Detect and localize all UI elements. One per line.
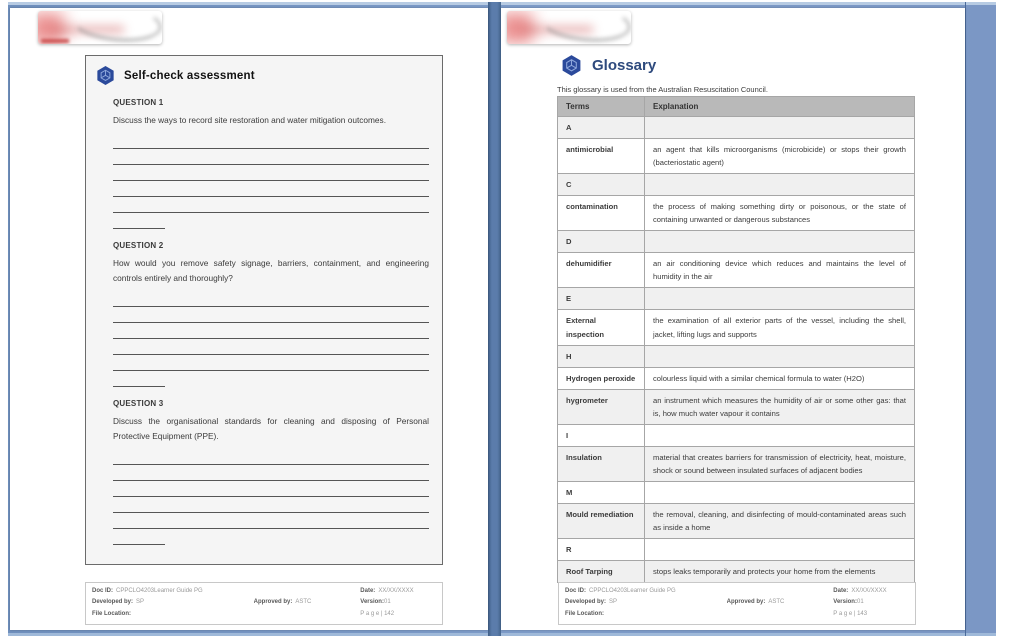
explanation-cell	[645, 481, 915, 503]
glossary-row	[558, 231, 915, 253]
explanation-cell: an instrument which measures the humidity of air or some other gas: that is, how much water vapour it contains	[645, 389, 915, 424]
term-cell: antimicrobial	[558, 139, 645, 174]
term-cell: hygrometer	[558, 389, 645, 424]
term-cell: Roof Tarping	[558, 561, 645, 583]
term-cell: Mould remediation	[558, 503, 645, 538]
answer-line	[113, 355, 429, 371]
term-cell: D	[558, 231, 645, 253]
footer-page-number: P a g e | 143	[833, 610, 868, 617]
footer-doc-id: Doc ID: CPPCLO4203Learner Guide PG	[92, 587, 203, 594]
question-heading: QUESTION 1	[113, 98, 164, 107]
hexagon-cube-icon	[95, 65, 116, 86]
glossary-row	[558, 288, 915, 310]
question-heading: QUESTION 3	[113, 399, 164, 408]
question-text: Discuss the organisational standards for cleaning and disposing of Personal Protective Equipment (PPE).	[113, 416, 429, 441]
explanation-cell: the process of making something dirty or poisonous, or the state of containing unwanted or dangerous substances	[645, 196, 915, 231]
question-block	[113, 241, 429, 387]
glossary-row	[558, 561, 915, 583]
glossary-row	[558, 345, 915, 367]
answer-lines	[113, 291, 429, 371]
glossary-row	[558, 503, 915, 538]
answer-line	[113, 497, 429, 513]
glossary-title: Glossary	[592, 57, 657, 74]
glossary-row	[558, 139, 915, 174]
footer-approved-by: Approved by: ASTC	[253, 599, 312, 606]
logo-rto-text-blur	[41, 39, 69, 43]
explanation-cell	[645, 231, 915, 253]
glossary-row	[558, 117, 915, 139]
explanation-cell	[645, 117, 915, 139]
term-cell: External inspection	[558, 310, 645, 345]
explanation-cell	[645, 288, 915, 310]
page-footer	[558, 582, 916, 625]
answer-line	[113, 291, 429, 307]
term-cell: Insulation	[558, 446, 645, 481]
answer-line	[113, 165, 429, 181]
page-gutter	[488, 2, 501, 636]
glossary-row	[558, 367, 915, 389]
footer-file-location: File Location:	[92, 610, 131, 617]
glossary-table	[557, 96, 915, 583]
question-heading: QUESTION 2	[113, 241, 164, 250]
term-cell: C	[558, 174, 645, 196]
footer-date: Date: XX/XX/XXXX	[833, 587, 887, 594]
term-cell: Hydrogen peroxide	[558, 367, 645, 389]
answer-line-short	[113, 371, 165, 387]
answer-lines	[113, 449, 429, 529]
questions-container	[113, 98, 429, 545]
footer-developed-by: Developed by: SP	[92, 599, 145, 606]
glossary-header-row	[558, 97, 915, 117]
footer-version: Version:01	[833, 599, 864, 606]
term-cell: contamination	[558, 196, 645, 231]
term-cell: E	[558, 288, 645, 310]
hexagon-cube-icon	[560, 54, 583, 77]
explanation-cell	[645, 539, 915, 561]
term-cell: dehumidifier	[558, 253, 645, 288]
glossary-row	[558, 253, 915, 288]
term-cell: R	[558, 539, 645, 561]
term-cell: H	[558, 345, 645, 367]
page-left	[10, 8, 488, 630]
footer-file-location: File Location:	[565, 610, 604, 617]
question-block	[113, 98, 429, 229]
answer-line	[113, 339, 429, 355]
footer-page-number: P a g e | 142	[360, 610, 395, 617]
explanation-cell: the examination of all exterior parts of the vessel, including the shell, jacket, lifting lugs and supports	[645, 310, 915, 345]
glossary-row	[558, 196, 915, 231]
answer-line	[113, 481, 429, 497]
footer-version: Version:01	[360, 599, 391, 606]
answer-line	[113, 513, 429, 529]
answer-line	[113, 181, 429, 197]
glossary-row	[558, 174, 915, 196]
glossary-row	[558, 424, 915, 446]
organisation-logo	[507, 11, 631, 44]
answer-line	[113, 465, 429, 481]
explanation-cell: colourless liquid with a similar chemical formula to water (H2O)	[645, 367, 915, 389]
footer-doc-id: Doc ID: CPPCLO4203Learner Guide PG	[565, 587, 676, 594]
page-footer	[85, 582, 443, 625]
explanation-cell: an agent that kills microorganisms (microbicide) or stops their growth (bacteriostatic agent)	[645, 139, 915, 174]
footer-approved-by: Approved by: ASTC	[726, 599, 785, 606]
glossary-row	[558, 539, 915, 561]
term-cell: A	[558, 117, 645, 139]
explanation-cell: material that creates barriers for transmission of electricity, heat, moisture, shock or sound between insulated surfaces of adjacent bodies	[645, 446, 915, 481]
glossary-row	[558, 310, 915, 345]
glossary-intro: This glossary is used from the Australian Resuscitation Council.	[557, 85, 768, 94]
section-title: Self-check assessment	[124, 69, 255, 82]
glossary-title-row	[560, 54, 656, 77]
page-right	[501, 8, 965, 630]
glossary-row	[558, 389, 915, 424]
logo-swoosh	[68, 11, 162, 44]
answer-line-short	[113, 213, 165, 229]
organisation-logo	[38, 11, 162, 44]
term-cell: I	[558, 424, 645, 446]
answer-line	[113, 323, 429, 339]
answer-line	[113, 197, 429, 213]
glossary-row	[558, 481, 915, 503]
explanation-cell: an air conditioning device which reduces and maintains the level of humidity in the air	[645, 253, 915, 288]
question-text: How would you remove safety signage, barriers, containment, and engineering controls entirely and thoroughly?	[113, 258, 429, 283]
explanation-cell	[645, 174, 915, 196]
explanation-cell	[645, 345, 915, 367]
answer-line	[113, 449, 429, 465]
right-edge-line	[965, 2, 966, 636]
answer-line	[113, 133, 429, 149]
answer-line	[113, 149, 429, 165]
footer-date: Date: XX/XX/XXXX	[360, 587, 414, 594]
explanation-cell: stops leaks temporarily and protects your home from the elements	[645, 561, 915, 583]
answer-lines	[113, 133, 429, 213]
footer-developed-by: Developed by: SP	[565, 599, 618, 606]
section-title-row	[95, 65, 429, 86]
answer-line	[113, 307, 429, 323]
explanation-cell: the removal, cleaning, and disinfecting of mould-contaminated areas such as inside a home	[645, 503, 915, 538]
term-cell: M	[558, 481, 645, 503]
logo-swoosh	[537, 11, 631, 44]
glossary-row	[558, 446, 915, 481]
self-check-box	[85, 55, 443, 565]
question-block	[113, 399, 429, 545]
question-text: Discuss the ways to record site restoration and water mitigation outcomes.	[113, 115, 386, 125]
explanation-cell	[645, 424, 915, 446]
answer-line-short	[113, 529, 165, 545]
explanation-header: Explanation	[645, 97, 915, 117]
terms-header: Terms	[558, 97, 645, 117]
